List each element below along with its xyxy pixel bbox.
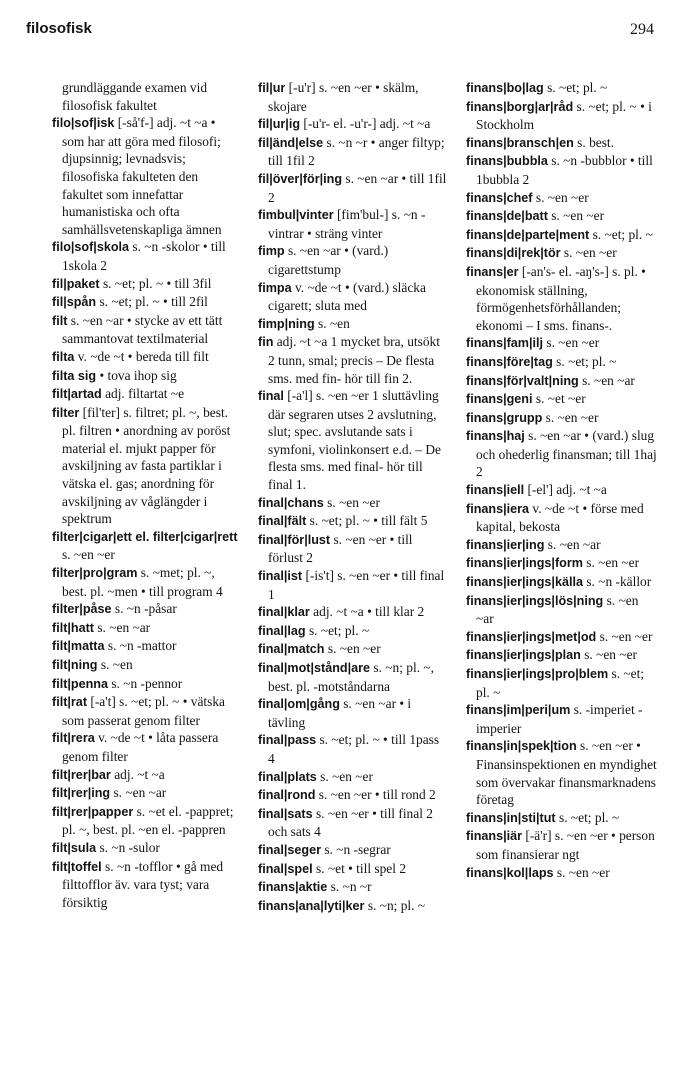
entry-definition: s. ~n -sulor [96,839,160,855]
column-3 [466,79,658,882]
entry-headword: final [258,389,284,404]
entry-definition: [fim'bul-] s. ~n -vintrar • sträng vinter [268,207,426,241]
entry-definition: s. ~en ~er [316,768,373,784]
entry-headword: final|lag [258,623,306,638]
entry-headword: finans|chef [466,190,533,205]
entry-definition: [-a'l] s. ~en ~er 1 sluttävling där segraren utses 2 avslutning, slut; spec. avslutande sats i symfoni, violinkonsert e.d. – De flesta sms. med final- hör till final 1. [268,388,441,493]
entry-definition: s. ~en ~ar • (vard.) slug och ohederlig finansman; till 1haj 2 [476,428,657,480]
entry-headword: filter|pro|gram [52,566,138,581]
entry-headword: final|spel [258,861,313,876]
entry-headword: filt|rer|ing [52,786,111,801]
entry-headword: final|rond [258,788,316,803]
entry-headword: finans|före|tag [466,354,553,369]
dictionary-entry [466,536,658,555]
entry-headword: filt|rera [52,731,95,746]
entry-headword: finans|ana|lyti|ker [258,898,365,913]
entry-definition: s. ~en ~ar [578,372,635,388]
entry-headword: final|plats [258,769,317,784]
entry-headword: filter|påse [52,602,112,617]
entry-headword: finans|för|valt|ning [466,373,579,388]
entry-definition: s. ~n ~r • anger filtyp; till 1fil 2 [268,134,445,169]
column-2 [258,79,448,915]
entry-headword: finans|iell [466,483,525,498]
dictionary-entry [258,512,448,531]
entry-headword: filta sig [52,368,97,383]
dictionary-entry [466,334,658,353]
entry-headword: final|för|lust [258,532,331,547]
entry-headword: final|ist [258,569,303,584]
dictionary-entry [52,656,240,675]
dictionary-entry [258,860,448,879]
entry-definition: s. ~en ~er • Finansinspektionen en myndighet som övervakar finansmarknadens företag [476,738,657,808]
dictionary-entry [52,114,240,238]
dictionary-entry [466,353,658,372]
entry-headword: finans|kol|laps [466,865,554,880]
dictionary-entry [258,640,448,659]
dictionary-entry [258,115,448,134]
entry-definition: s. ~et • till spel 2 [312,860,407,876]
entry-definition: s. ~et; pl. ~ • till fält 5 [306,513,428,529]
dictionary-entry [258,494,448,513]
dictionary-entry [258,279,448,315]
entry-headword: filt|ning [52,658,98,672]
entry-headword: fil|ur [258,81,286,95]
dictionary-entry [52,803,240,839]
entry-definition: s. ~en ~ar • i tävling [268,696,412,730]
dictionary-entry [466,573,658,592]
dictionary-entry [52,600,240,619]
dictionary-entry [258,387,448,494]
entry-headword: finans|ier|ings|form [466,556,583,571]
dictionary-entry [258,841,448,860]
entry-headword: finans|ier|ings|met|od [466,629,597,644]
dictionary-entry [466,372,658,391]
entry-headword: finans|ier|ing [466,537,545,552]
entry-headword: fimpa [258,280,292,295]
dictionary-entry [466,98,658,134]
entry-headword: fimp [258,244,285,259]
dictionary-entry [258,659,448,695]
entry-headword: finans|bo|lag [466,81,544,95]
dictionary-entry [52,348,240,367]
entry-headword: fil|änd|else [258,135,324,150]
entry-definition: s. ~et; pl. ~ • till 1pass 4 [268,732,440,766]
entry-definition: s. ~en ~er • till rond 2 [315,787,436,803]
dictionary-entry [52,293,240,312]
dictionary-entry [466,409,658,428]
entry-headword: final|match [258,642,325,657]
entry-headword: filt|artad [52,387,102,402]
entry-definition: s. ~en ~er [596,628,653,644]
entry-headword: finans|in|spek|tion [466,739,577,754]
dictionary-entry [258,79,448,115]
entry-definition: s. ~en ~ar [110,785,167,801]
entry-definition: s. ~en ~ar [544,536,601,552]
entry-definition: s. ~et; pl. ~ • till 2fil [96,294,208,310]
entry-headword: finans|fam|ilj [466,336,544,351]
entry-definition: s. ~en ~er [62,547,115,563]
entry-definition: s. ~n -mattor [104,638,177,654]
entry-definition: s. ~et ~er [532,391,586,407]
dictionary-entry [52,528,240,564]
dictionary-entry [466,701,658,737]
entry-headword: finans|iär [466,829,523,844]
entry-headword: finans|geni [466,392,533,407]
entry-definition: s. ~et; pl. ~ [555,809,620,825]
entry-definition: [-an's- el. -aŋ's-] s. pl. • ekonomisk ställning, förmögenhetsförhållanden; ekonomi – I sms. finans-. [476,263,646,333]
entry-definition: s. ~en ~er • till final 2 och sats 4 [268,805,433,840]
entry-headword: final|sats [258,806,313,821]
dictionary-entry [466,500,658,536]
entry-definition: s. ~et; pl. ~ [589,226,653,242]
entry-definition: s. ~et el. -pappret; pl. ~, best. pl. ~en el. -pappren [62,803,234,838]
entry-definition: s. ~n; pl. ~ [364,897,426,913]
entry-definition: s. ~en ~er [553,864,610,880]
entry-definition: s. ~en ~ar [476,592,639,627]
entry-headword: filt|toffel [52,859,102,874]
dictionary-entry [52,404,240,528]
entry-definition: s. ~n -källor [582,574,652,590]
entry-definition: s. ~en ~er [323,494,380,510]
entry-headword: filt|penna [52,676,108,691]
entry-headword: fimp|ning [258,316,315,331]
entry-headword: final|chans [258,495,324,510]
entry-headword: final|klar [258,605,310,620]
dictionary-entry [466,390,658,409]
entry-definition: adj. ~t ~a • till klar 2 [309,604,425,620]
dictionary-entry [52,729,240,765]
dictionary-entry [52,79,240,114]
dictionary-entry [258,170,448,206]
entry-headword: filt|matta [52,639,105,654]
dictionary-entry [466,134,658,153]
dictionary-entry [466,864,658,883]
dictionary-entry [258,531,448,567]
dictionary-entry [466,481,658,500]
dictionary-entry [258,695,448,731]
entry-headword: final|pass [258,733,317,748]
dictionary-entry [52,238,240,274]
entry-definition: s. ~et; pl. ~ • i Stockholm [476,98,652,133]
entry-headword: finans|bubbla [466,154,548,169]
dictionary-entry [466,79,658,98]
entry-definition: [-ä'r] s. ~en ~er • person som finansierar ngt [476,828,655,862]
entry-definition: v. ~de ~t • låta passera genom filter [62,730,219,764]
dictionary-entry [258,242,448,278]
entry-headword: filter|cigar|ett el. filter|cigar|rett [52,529,238,544]
entry-definition: s. best. [573,134,615,150]
entry-definition: s. ~en ~er [532,189,589,205]
entry-headword: finans|in|sti|tut [466,810,556,825]
dictionary-entry [52,858,240,912]
entry-definition: s. -imperiet -imperier [476,702,643,736]
entry-definition: s. ~et; pl. ~ [305,622,370,638]
dictionary-entry [52,839,240,858]
entry-headword: filter [52,405,80,420]
entry-headword: filo|sof|skola [52,240,130,255]
dictionary-entry [258,206,448,242]
entry-headword: finans|de|parte|ment [466,227,590,242]
entry-definition: [-is't] s. ~en ~er • till final 1 [268,568,445,602]
entry-headword: finans|iera [466,501,530,516]
dictionary-entry [258,315,448,334]
entry-definition: s. ~en ~er [543,335,600,351]
entry-headword: filta [52,349,75,364]
entry-definition: s. ~en ~er [560,245,617,261]
entry-headword: finans|haj [466,429,525,444]
entry-headword: final|om|gång [258,697,340,712]
entry-definition: s. ~en ~ar [94,619,151,635]
entry-definition: s. ~en ~er [542,409,599,425]
entry-definition: • tova ihop sig [96,367,177,383]
dictionary-entry [466,263,658,334]
entry-headword: fin [258,335,274,350]
running-head: filosofisk [26,20,92,37]
entry-headword: filt [52,313,68,328]
dictionary-entry [258,786,448,805]
dictionary-entry [258,805,448,841]
entry-headword: fil|paket [52,276,100,291]
dictionary-entry [258,603,448,622]
dictionary-entry [466,665,658,701]
entry-headword: final|seger [258,842,322,857]
entry-headword: finans|er [466,264,519,279]
dictionary-entry [258,768,448,787]
entry-definition: [-u'r- el. -u'r-] adj. ~t ~a [300,116,431,132]
dictionary-entry [52,312,240,348]
dictionary-entry [466,646,658,665]
entry-headword: finans|grupp [466,410,543,425]
entry-definition: v. ~de ~t • bereda till filt [74,348,209,364]
dictionary-entry [52,637,240,656]
entry-definition: s. ~n -påsar [111,601,177,617]
entry-definition: adj. ~t ~a [110,766,165,782]
entry-headword: filt|rer|bar [52,767,111,782]
entry-headword: finans|ier|ings|lös|ning [466,593,604,608]
entry-definition: s. ~en [97,657,133,672]
entry-headword: fimbul|vinter [258,208,334,223]
entry-definition: adj. ~t ~a 1 mycket bra, utsökt 2 tunn, smal; precis – De flesta sms. med fin- hör till fin 2. [268,334,440,386]
entry-definition: s. ~en ~ar • stycke av ett tätt sammantovat textilmaterial [62,312,223,347]
entry-headword: finans|ier|ings|källa [466,575,583,590]
entry-definition: [fil'ter] s. filtret; pl. ~, best. pl. filtren • anordning av poröst material el. mjukt papper för avskiljning av fasta partiklar i vätska el. gas; anordning för avskiljning av våglängder i spektrum [62,404,231,527]
entry-headword: fil|ur|ig [258,117,301,132]
page-number: 294 [630,21,654,38]
entry-headword: filt|rat [52,695,88,710]
entry-definition: s. ~en ~er [582,555,640,571]
dictionary-entry [258,878,448,897]
entry-definition: [-el'] adj. ~t ~a [524,482,607,498]
dictionary-entry [52,367,240,386]
entry-definition: [-a't] s. ~et; pl. ~ • vätska som passerat genom filter [62,694,225,728]
dictionary-entry [258,333,448,387]
entry-headword: filt|rer|papper [52,804,134,819]
entry-headword: final|fält [258,514,307,529]
entry-headword: finans|borg|ar|råd [466,99,574,114]
entry-definition: s. ~en ~ar • till 1fil 2 [268,170,447,205]
entry-headword: fil|spån [52,295,97,310]
entry-definition: s. ~en [314,315,350,331]
entry-headword: finans|ier|ings|pro|blem [466,667,609,681]
dictionary-entry [466,152,658,188]
dictionary-entry [466,592,658,628]
dictionary-entry [466,827,658,863]
entry-definition: s. ~et; pl. ~ [476,666,645,700]
dictionary-entry [466,244,658,263]
entry-definition: s. ~n -segrar [321,841,391,857]
entry-definition: s. ~n ~r [327,879,372,895]
entry-headword: finans|aktie [258,880,328,895]
dictionary-entry [52,693,240,729]
entry-definition: s. ~n -tofflor • gå med filttofflor äv. vara tyst; vara försiktig [62,858,224,910]
entry-headword: finans|bransch|en [466,135,574,150]
entry-definition: s. ~n; pl. ~, best. pl. -motståndarna [268,660,435,694]
entry-definition: s. ~en ~er • till förlust 2 [268,531,413,566]
dictionary-entry [466,737,658,808]
entry-definition: s. ~en ~er [324,641,381,657]
entry-headword: final|mot|stånd|are [258,661,371,675]
column-1 [52,79,240,911]
dictionary-entry [52,619,240,638]
dictionary-entry [258,622,448,641]
dictionary-entry [466,207,658,226]
entry-definition: s. ~n -pennor [108,675,183,691]
entry-definition: s. ~en ~ar • (vard.) cigarettstump [268,243,389,277]
entry-definition: s. ~et; pl. ~ • till 3fil [99,275,212,291]
dictionary-entry [52,275,240,294]
entry-definition: s. ~n -skolor • till 1skola 2 [62,239,226,273]
dictionary-entry [52,675,240,694]
dictionary-entry [466,226,658,245]
entry-headword: fil|över|för|ing [258,171,343,186]
dictionary-entry [258,731,448,767]
entry-definition: s. ~et; pl. ~ [552,353,617,369]
entry-headword: filt|hatt [52,620,94,635]
entry-definition: s. ~n -bubblor • till 1bubbla 2 [476,153,653,187]
dictionary-entry [52,766,240,785]
entry-headword: finans|ier|ings|plan [466,648,581,663]
entry-definition: s. ~et; pl. ~ [543,80,608,95]
dictionary-entry [466,628,658,647]
entry-headword: filt|sula [52,840,97,855]
entry-definition: s. ~en ~er [547,208,605,224]
dictionary-entry [52,385,240,404]
dictionary-entry [52,784,240,803]
entry-definition: [-så'f-] adj. ~t ~a • som har att göra med filosofi; djupsinnig; levnadsvis; filosofiska fakulteten den fakultet som innefattar humanistiska och ofta samhällsvetenskapliga ämnen [62,115,222,237]
dictionary-entry [52,564,240,600]
entry-headword: filo|sof|isk [52,116,115,131]
entry-definition: v. ~de ~t • förse med kapital, bekosta [476,500,644,535]
entry-definition: grundläggande examen vid filosofisk fakultet [62,80,208,113]
entry-headword: finans|de|batt [466,209,548,224]
dictionary-entry [258,134,448,170]
dictionary-entry [466,189,658,208]
entry-headword: finans|di|rek|tör [466,246,561,261]
entry-definition: adj. filtartat ~e [101,386,185,402]
entry-definition: s. ~met; pl. ~, best. pl. ~men • till program 4 [62,565,223,599]
entry-definition: v. ~de ~t • (vard.) släcka cigarett; sluta med [268,279,426,314]
dictionary-entry [258,567,448,603]
entry-definition: [-u'r] s. ~en ~er • skälm, skojare [268,80,419,114]
entry-headword: finans|im|peri|um [466,703,571,718]
entry-definition: s. ~en ~er [580,647,637,663]
dictionary-entry [466,809,658,828]
dictionary-entry [466,554,658,573]
dictionary-entry [466,427,658,481]
dictionary-entry [258,897,448,916]
